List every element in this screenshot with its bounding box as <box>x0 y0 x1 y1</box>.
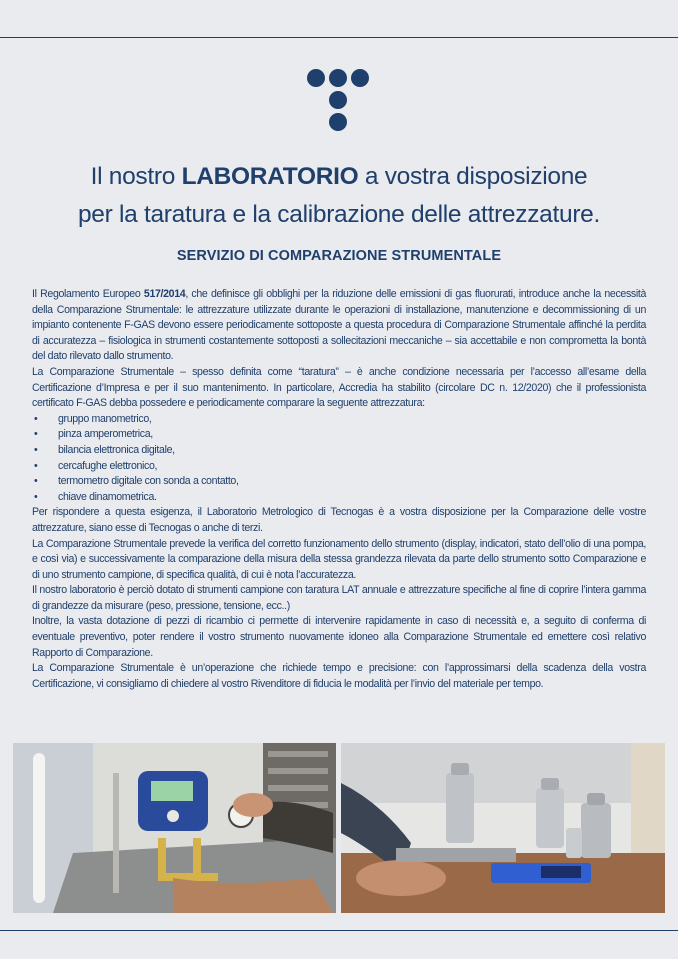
paragraph-advice: La Comparazione Strumentale è un’operazione che richiede tempo e precisione: con l’approssimarsi della scadenza della vostra Certificazione, vi consigliamo di chiedere al vostro Rivenditore di fiducia le modalità per l’invio del materiale per tempo. <box>32 662 646 690</box>
equipment-list <box>32 412 646 506</box>
paragraph-procedure: La Comparazione Strumentale prevede la verifica del corretto funzionamento dello strumento (display, indicatori, stato dell’olio di una pompa, e così via) e successivamente la comparazione della misura della stessa grandezza rilevata da parte dello strumento sotto Comparazione e di uno strumento campione, di specifica qualità, di cui è nota l’accuratezza. <box>32 537 646 581</box>
list-item: • chiave dinamometrica. <box>32 490 646 506</box>
list-item: • termometro digitale con sonda a contatto, <box>32 474 646 490</box>
section-title: SERVIZIO DI COMPARAZIONE STRUMENTALE <box>176 248 502 264</box>
photo-reference-weights <box>341 743 665 913</box>
company-logo <box>300 64 380 134</box>
paragraph-spare-parts: Inoltre, la vasta dotazione di pezzi di ricambio ci permette di intervenire rapidamente in caso di necessità e, a seguito di conferma di eventuale preventivo, poter rendere il vostro strumento nuovamente idoneo alla Comparazione Strumentale ed emettere così relativo Rapporto di Comparazione. <box>32 615 646 659</box>
headline-line-2: per la taratura e la calibrazione delle attrezzature. <box>77 201 601 228</box>
logo-dot <box>329 69 347 87</box>
list-item: • bilancia elettronica digitale, <box>32 443 646 459</box>
bottom-divider <box>0 930 678 931</box>
logo-dot <box>307 69 325 87</box>
paragraph-laboratory: Per rispondere a questa esigenza, il Laboratorio Metrologico di Tecnogas è a vostra disposizione per la Comparazione delle vostre attrezzature, siano esse di Tecnogas o anche di terzi. <box>32 506 646 534</box>
paragraph-regulation: Il Regolamento Europeo 517/2014, che definisce gli obblighi per la riduzione delle emissioni di gas fluorurati, introduce anche la necessità della Comparazione Strumentale: le attrezzature utilizzate durante le operazioni di installazione, manutenzione e decommissioning di un impianto contenente F-GAS devono essere periodicamente sottoposte a questa procedura di Comparazione Strumentale affinché la perdita di accuratezza – fisiologica in strumenti costantemente sottoposti a sollecitazioni meccaniche – sia accettabile e non comprometta la bontà del dato rilevato dallo strumento. <box>32 288 646 363</box>
body-text <box>32 287 646 692</box>
list-item: • pinza amperometrica, <box>32 427 646 443</box>
headline-line-1: Il nostro LABORATORIO a vostra disposizione <box>90 163 588 190</box>
logo-dot <box>351 69 369 87</box>
paragraph-taratura: La Comparazione Strumentale – spesso definita come “taratura” – è anche condizione necessaria per l’accesso all’esame della Certificazione d’Impresa e per il suo mantenimento. In particolare, Accredia ha stabilito (circolare DC n. 12/2020) che il professionista certificato F-GAS debba possedere e periodicamente comparare la seguente attrezzatura: <box>32 365 646 410</box>
page-headline <box>0 158 678 234</box>
logo-dot <box>329 91 347 109</box>
list-item: • cercafughe elettronico, <box>32 459 646 475</box>
paragraph-equipment: Il nostro laboratorio è perciò dotato di strumenti campione con taratura LAT annuale e attrezzature specifiche al fine di coprire l’intera gamma di grandezze da misurare (peso, pressione, tensione, ecc..) <box>32 584 646 612</box>
logo-dot <box>329 113 347 131</box>
list-item: • gruppo manometrico, <box>32 412 646 428</box>
photo-manifold-calibration <box>13 743 336 913</box>
top-divider <box>0 37 678 38</box>
